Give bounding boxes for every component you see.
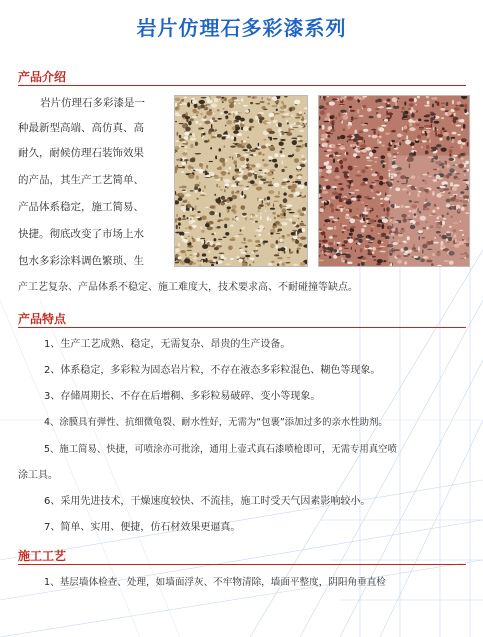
feature-item <box>18 521 468 535</box>
red-granite-sample-image <box>318 95 470 267</box>
section-divider <box>18 85 466 86</box>
feature-item <box>18 416 468 430</box>
section-divider <box>18 327 466 328</box>
feature-item <box>18 390 468 404</box>
feature-text: 3、存储周期长、不存在后增稠、多彩粒易破碎、变小等现象。 <box>44 391 321 402</box>
intro-text-line: 产品体系稳定，施工简易、 <box>18 201 144 213</box>
feature-item-continued <box>18 469 468 483</box>
feature-text: 1、生产工艺成熟、稳定，无需复杂、昂贵的生产设备。 <box>44 339 291 350</box>
intro-text-line: 产工艺复杂、产品体系不稳定、施工难度大，技术要求高、不耐碰撞等缺点。 <box>18 282 358 293</box>
feature-text: 5、施工简易、快捷，可喷涂亦可批涂，通用上壶式真石漆喷枪即可，无需专用真空喷 <box>44 444 397 455</box>
intro-text-line: 种最新型高端、高仿真、高 <box>18 122 144 134</box>
feature-text: 涂工具。 <box>18 470 58 481</box>
feature-item <box>18 495 468 509</box>
section-divider <box>18 564 466 565</box>
intro-text-line: 的产品，其生产工艺简单、 <box>18 174 144 186</box>
page-title: 岩片仿理石多彩漆系列 <box>136 16 347 40</box>
section-heading-construction: 施工工艺 <box>18 549 67 563</box>
construction-text: 1、基层墙体检查、处理，如墙面浮灰、不牢物清除，墙面平整度，阴阳角垂直检 <box>44 577 386 588</box>
intro-text-line: 岩片仿理石多彩漆是一 <box>40 97 145 109</box>
section-heading-features: 产品特点 <box>18 312 67 326</box>
feature-item <box>18 443 468 457</box>
intro-text-line: 包水多彩涂料调色繁琐、生 <box>18 255 144 267</box>
section-heading-intro: 产品介绍 <box>18 70 67 84</box>
construction-step <box>18 576 468 590</box>
feature-text: 6、采用先进技术，干燥速度较快、不流挂，施工时受天气因素影响较小。 <box>44 496 371 507</box>
intro-text-line: 快捷。彻底改变了市场上水 <box>18 228 144 240</box>
beige-granite-sample-image <box>174 95 308 267</box>
feature-text: 2、体系稳定，多彩粒为固态岩片粒，不存在液态多彩粒混色、糊色等现象。 <box>44 365 381 376</box>
intro-text-line: 耐久，耐候仿理石装饰效果 <box>18 147 144 159</box>
feature-text: 4、涂膜具有弹性、抗细微龟裂、耐水性好，无需为“包裹”添加过多的亲水性助剂。 <box>44 417 388 428</box>
feature-text: 7、简单、实用、便捷，仿石材效果更逼真。 <box>44 522 241 533</box>
feature-item <box>18 364 468 378</box>
feature-item <box>18 338 468 352</box>
